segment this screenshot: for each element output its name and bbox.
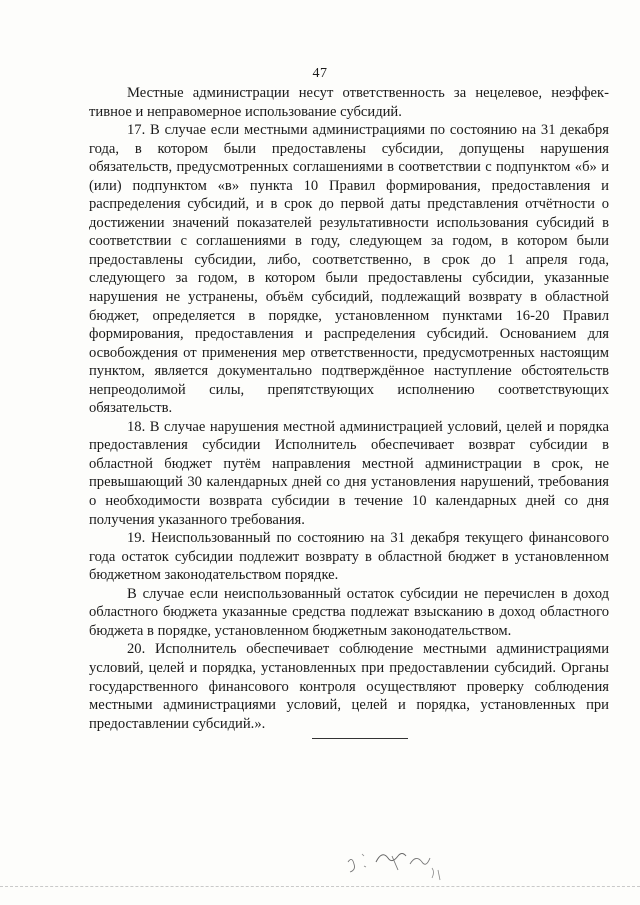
paragraph-17: 17. В случае если местными администрациями по состоянию на 31 декабря года, в котором были предоставлены субсидии, допущены нарушения обязательств, предусмотренных соглашениями в соответствии с подпунктом «б» и (или) подпунктом «в» пункта 10 Правил формирования, предоставления и распределения субсидий, и в срок до первой даты представления отчётности о достижении значений показателей результативности использования субсидий в соответствии с соглашениями в году, следующем за годом, в котором были предоставлены субсидии, либо, соответственно, в срок до 1 апреля года, следующего за годом, в котором были предоставлены субсидии, указанные нарушения не устранены, объём субсидий, подлежащий возврату в областной бюджет, определяется в порядке, установленном пунктами 16-20 Правил формирования, предоставления и распределения субсидий. Основанием для освобождения от применения мер ответственности, предусмотренных настоящим пунктом, является документально подтверждённое наступление обстоятельств непреодолимой силы, препятствующих исполнению соответствующих обязательств. xyxy=(89,122,609,417)
paragraph-18: 18. В случае нарушения местной администрацией условий, целей и порядка предоставления субсидии Исполнитель обеспечивает возврат субсидии в областной бюджет путём направления местной администрации в срок, не превышающий 30 календарных дней со дня установления нарушений, требования о необходимости возврата субсидии в течение 10 календарных дней со дня получения указанного требования. xyxy=(89,418,609,528)
paragraph-19-continuation: В случае если неиспользованный остаток субсидии не перечислен в доход областного бюджета указанные средства подлежат взысканию в доход областного бюджета в порядке, установленном бюджетным законодательством. xyxy=(89,585,609,639)
end-separator-line xyxy=(312,738,408,739)
scan-bottom-edge xyxy=(0,886,640,887)
page-number: 47 xyxy=(312,66,328,81)
paragraph-19: 19. Неиспользованный по состоянию на 31 декабря текущего финансового года остаток субсидии подлежит возврату в областной бюджет в установленном бюджетном законодательством порядке. xyxy=(89,530,609,584)
document-body xyxy=(89,84,609,733)
paragraph-20: 20. Исполнитель обеспечивает соблюдение местными администрациями условий, целей и порядка, установленных при предоставлении субсидий. Органы государственного финансового контроля осуществляют проверку соблюдения местными администрациями условий, целей и порядка, установленных при предоставлении субсидий.». xyxy=(89,641,609,732)
paragraph-liability: Местные администрации несут ответственность за нецелевое, неэффективное и неправомерное использование субсидий. xyxy=(89,85,609,120)
handwritten-initials-signature xyxy=(340,832,450,892)
